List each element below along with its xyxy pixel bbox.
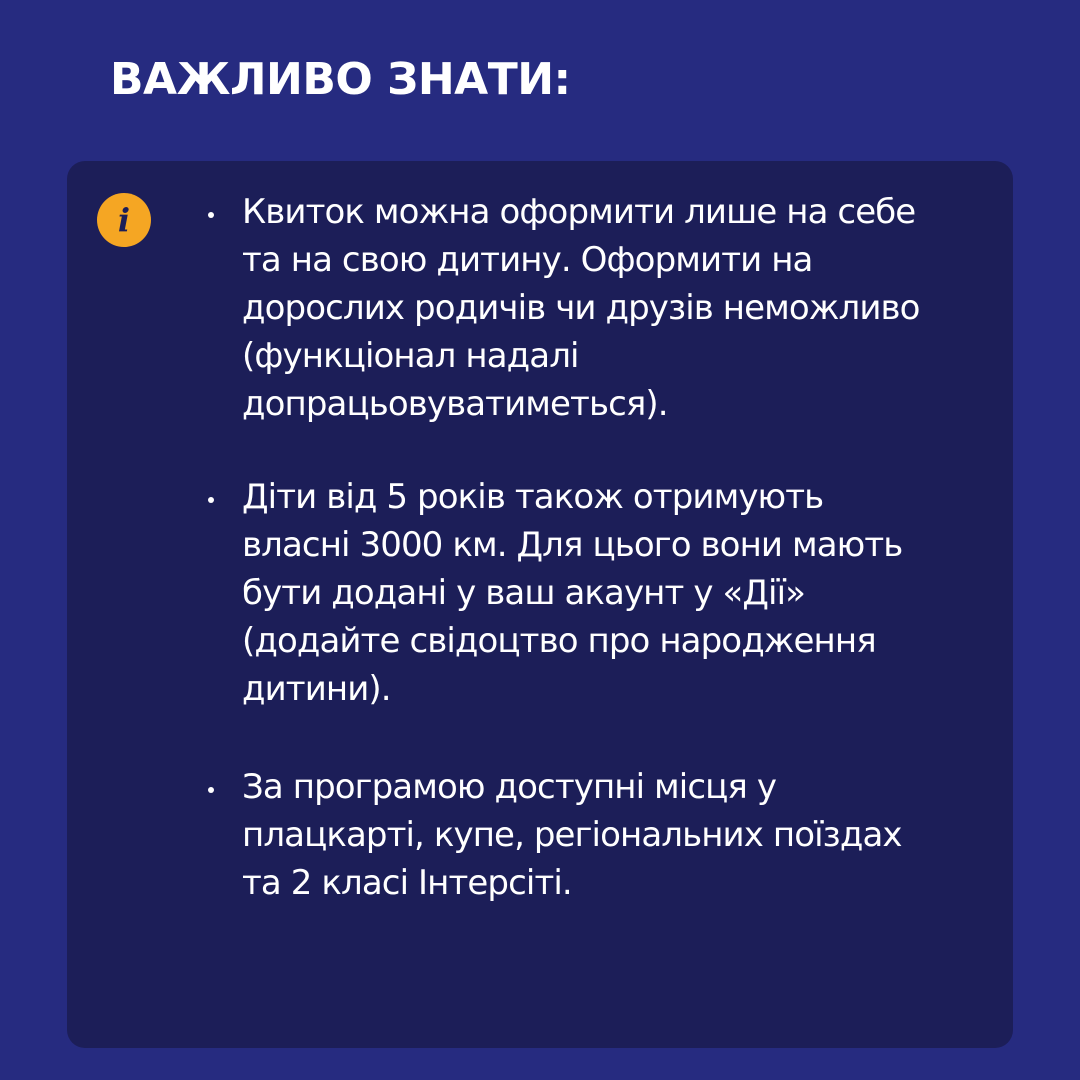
bullet-dot — [208, 497, 214, 503]
bullet-text: За програмою доступні місця у плацкарті, купе, регіональних поїздах та 2 класі Інтерсіті. — [242, 767, 902, 903]
bullet-text: Діти від 5 років також отримують власні 3000 км. Для цього вони мають бути додані у ваш акаунт у «Дії» (додайте свідоцтво про народження дитини). — [242, 477, 903, 709]
page-title: ВАЖЛИВО ЗНАТИ: — [110, 54, 571, 105]
svg-text:i: i — [117, 201, 131, 239]
bullet-dot — [208, 787, 214, 793]
bullet-dot — [208, 212, 214, 218]
bullet-text: Квиток можна оформити лише на себе та на свою дитину. Оформити на дорослих родичів чи друзів неможливо (функціонал надалі допрацьовуватиметься). — [242, 192, 920, 424]
